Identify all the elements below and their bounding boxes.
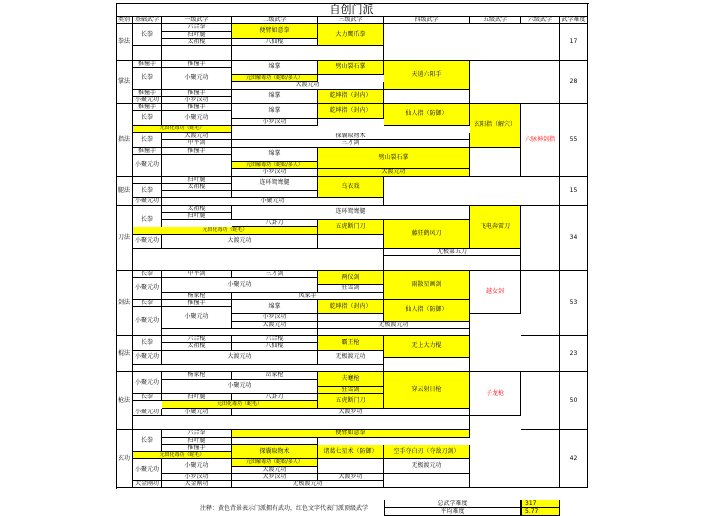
average-difficulty-value: 5.77	[521, 508, 560, 516]
skill-cell: 扫叶腿	[162, 213, 232, 220]
difficulty-value: 15	[560, 177, 588, 206]
skill-cell	[133, 249, 384, 271]
skill-cell: 绵掌	[232, 61, 318, 76]
skill-cell: 元田化毒功（蛇毛）	[133, 227, 318, 234]
category-label: 刀法	[116, 206, 133, 271]
skill-cell: 狂雪剑	[318, 387, 384, 394]
header-cell: 武学难度	[560, 17, 588, 24]
skill-cell: 无极渡元功	[384, 459, 470, 474]
header-cell: 一级武学	[162, 17, 232, 24]
skill-cell: 元田化毒功（蛇毛）	[162, 401, 318, 408]
skill-cell: 八卦刀	[232, 394, 318, 401]
skill-cell: 中平剑	[162, 140, 232, 147]
skill-cell: 小聚元功	[162, 198, 384, 205]
skill-cell: 大渡元功	[232, 467, 318, 474]
difficulty-value: 17	[560, 24, 588, 60]
difficulty-value: 53	[560, 271, 588, 336]
skill-cell	[133, 46, 162, 61]
skill-cell: 无极第五刀	[384, 249, 521, 256]
skill-cell	[133, 365, 384, 372]
skill-cell: 便臂如意拳	[232, 24, 318, 39]
skill-cell: 太祖棍	[162, 343, 232, 350]
skill-cell: 太祖棍	[162, 39, 232, 46]
skill-cell: 飞电奔雷刀	[470, 206, 521, 250]
skill-cell: 小聚元功	[133, 155, 162, 177]
skill-cell: 六脉神剑指	[521, 104, 560, 177]
category-label: 指法	[116, 104, 133, 177]
skill-cell: 扫叶腿	[162, 394, 232, 401]
skill-cell: 雨散星画剑	[384, 271, 470, 300]
skill-cell	[384, 256, 521, 271]
skill-cell	[232, 46, 384, 61]
skill-cell: 大力鹰爪拳	[318, 24, 384, 46]
skill-cell: 乾坤指（封内）	[318, 104, 384, 119]
skill-cell: 大渡元功	[232, 322, 318, 329]
skill-cell	[162, 329, 318, 336]
skill-cell: 玄阳指（解穴）	[470, 104, 521, 148]
skill-cell: 乾坤指（封内）	[318, 300, 384, 315]
skill-cell: 大渡罗功	[232, 409, 470, 416]
skill-cell: 小聚元功	[162, 111, 232, 126]
skill-cell: 扫叶腿	[162, 32, 232, 39]
skill-cell: 越女剑	[470, 271, 521, 315]
skill-cell: 天逍六阳手	[384, 61, 470, 90]
skill-cell: 长拳	[133, 300, 162, 307]
skill-cell: 无极渡元功	[232, 481, 384, 488]
skill-cell	[384, 24, 560, 60]
skill-cell: 小罗汉功	[162, 474, 232, 481]
skill-cell: 三才剑	[232, 271, 318, 278]
skill-cell: 小聚元功	[162, 459, 232, 474]
skill-cell: 凤家手	[232, 293, 384, 300]
skill-cell: 绵掌	[232, 300, 318, 315]
skill-cell: 小聚元功	[162, 409, 232, 416]
skill-cell	[384, 358, 470, 373]
header-cell: 五级武学	[470, 17, 521, 24]
skill-cell: 五虎断门刀	[318, 220, 384, 235]
skill-cell: 劈山裂石掌	[318, 61, 384, 76]
skill-cell: 三才剑	[232, 140, 470, 147]
skill-cell	[133, 416, 470, 431]
skill-cell: 长拳	[133, 206, 162, 235]
skill-cell: 扫叶腿	[162, 438, 232, 445]
skill-cell: 元田解毒功（蛇蚣/多人）	[232, 75, 318, 82]
category-label: 剑法	[116, 271, 133, 336]
skill-cell: 长拳	[133, 184, 162, 199]
difficulty-value: 28	[560, 61, 588, 105]
skill-cell	[521, 271, 560, 336]
skill-cell: 推撞手	[162, 90, 232, 97]
skill-cell	[470, 430, 560, 488]
skill-cell	[470, 336, 560, 372]
skill-cell	[232, 438, 318, 445]
skill-cell: 连环鸳鸯腿	[232, 206, 470, 221]
skill-cell: 大渡元功	[162, 133, 232, 140]
skill-cell: 探囊取物术	[232, 133, 470, 140]
skill-cell: 小聚元功	[162, 278, 318, 293]
skill-cell: 推撞手	[162, 61, 232, 68]
difficulty-value: 50	[560, 372, 588, 430]
skill-cell: 元田化毒功（蛇毛）	[133, 452, 232, 459]
skill-cell: 小聚元功	[133, 198, 162, 205]
skill-cell: 大渡元功	[232, 82, 384, 89]
skill-cell: 大金刚功	[162, 481, 232, 488]
skill-cell: 推撞手	[133, 104, 162, 111]
sheet-title: 自创门派	[116, 3, 588, 17]
skill-cell: 推撞手	[162, 445, 232, 452]
skill-cell: 长拳	[133, 24, 162, 46]
skill-cell: 藤狂鹤风刀	[384, 220, 470, 249]
skill-cell: 劈山裂石掌	[318, 148, 470, 170]
skill-cell: 便臂如意拳	[232, 430, 470, 437]
skill-cell: 长拳	[133, 271, 162, 278]
skill-cell	[232, 191, 318, 198]
skill-cell: 夫蹇枪	[318, 372, 384, 387]
skill-cell: 空手夺白刃（夺敌刀剑）	[384, 445, 470, 460]
skill-cell: 无极渡元功	[318, 322, 470, 329]
difficulty-value: 42	[560, 430, 588, 488]
total-difficulty-label: 总武学难度	[384, 500, 521, 508]
skill-cell: 两仪剑	[318, 271, 384, 286]
skill-cell: 子龙枪	[470, 372, 521, 416]
skill-cell: 大渡元功	[318, 169, 470, 176]
category-label: 玄功	[116, 430, 133, 488]
skill-cell: 大金刚功	[133, 481, 162, 488]
skill-cell	[133, 177, 162, 184]
category-label: 掌法	[116, 61, 133, 105]
skill-cell	[521, 372, 560, 430]
skill-cell: 六合拳	[162, 24, 232, 31]
skill-cell	[470, 148, 521, 177]
skill-cell	[521, 206, 560, 271]
skill-cell: 无极渡元功	[318, 351, 384, 366]
skill-cell: 杨家枪	[162, 293, 232, 300]
skill-cell	[318, 235, 384, 250]
skill-cell	[318, 329, 470, 336]
header-cell: 类别	[116, 17, 133, 24]
skill-cell: 杨家枪	[162, 372, 232, 379]
skill-cell	[470, 61, 560, 105]
skill-cell: 绵掌	[232, 104, 318, 119]
skill-cell: 小聚元功	[133, 307, 162, 336]
skill-cell: 长拳	[133, 133, 162, 148]
skill-cell: 小罗汉功	[232, 169, 318, 176]
skill-cell: 长拳	[133, 430, 162, 452]
skill-cell: 穿云射日枪	[384, 372, 470, 408]
skill-cell: 小罗汉功	[162, 97, 232, 104]
difficulty-value: 34	[560, 206, 588, 271]
skill-cell: 八卦刀	[232, 220, 318, 227]
category-label: 拳法	[116, 24, 133, 60]
skill-cell: 长拳	[133, 111, 162, 126]
skill-cell: 无上大力棍	[384, 336, 470, 358]
difficulty-value: 55	[560, 104, 588, 177]
skill-cell: 仙人指（防御）	[384, 300, 470, 322]
skill-cell: 小罗汉功	[232, 119, 318, 126]
skill-cell: 太祖棍	[162, 184, 232, 191]
skill-cell: 大渡元功	[162, 235, 318, 250]
header-cell: 二级武学	[232, 17, 318, 24]
skill-cell: 小聚元功	[133, 372, 162, 394]
skill-cell: 中平剑	[162, 271, 232, 278]
skill-cell: 推撞手	[162, 300, 232, 307]
skill-cell	[162, 46, 232, 61]
skill-cell: 元田解毒功（蛇蚣/多人）	[232, 162, 318, 169]
skill-cell: 太祖棍	[162, 206, 232, 213]
skill-cell: 小聚元功	[133, 459, 162, 481]
skill-cell: 探囊取物术	[232, 445, 318, 460]
skill-cell: 推撞手	[162, 104, 232, 111]
skill-cell: 推撞手	[133, 148, 162, 155]
skill-cell: 小聚元功	[162, 307, 232, 329]
skill-cell: 小聚元功	[162, 380, 318, 395]
skill-cell: 小聚元功	[133, 97, 162, 104]
header-cell: 四级武学	[384, 17, 470, 24]
skill-cell: 扫叶腿	[162, 177, 232, 184]
skill-cell: 绵掌	[232, 148, 318, 163]
average-difficulty-label: 平均难度	[384, 508, 521, 516]
skill-cell: 小聚元功	[133, 278, 162, 300]
skill-cell: 六合拳	[162, 430, 232, 437]
skill-cell: 霸王枪	[318, 336, 384, 351]
skill-cell: 元田解毒功（蛇蚣/多人）	[232, 459, 318, 466]
skill-cell	[318, 459, 384, 474]
skill-cell: 六合棍	[232, 336, 318, 343]
skill-cell: 长拳	[133, 394, 162, 401]
header-cell: 基础武学	[133, 17, 162, 24]
total-difficulty-value: 317	[521, 500, 560, 508]
skill-cell: 仙人指（防御）	[384, 104, 470, 126]
skill-cell: 推撞手	[133, 90, 162, 97]
skill-cell	[162, 191, 232, 198]
category-label: 枪法	[116, 372, 133, 430]
skill-cell: 绵掌	[232, 90, 318, 105]
skill-cell: 小聚元功	[162, 68, 232, 90]
skill-cell	[384, 177, 560, 206]
difficulty-value: 23	[560, 336, 588, 372]
skill-cell: 小聚元功	[133, 235, 162, 250]
skill-cell: 岳家枪	[232, 372, 318, 379]
skill-cell	[162, 155, 232, 177]
skill-cell: 大渡元功	[162, 351, 318, 366]
category-label: 棍法	[116, 336, 133, 372]
skill-cell: 诸葛七星术（防御）	[318, 445, 384, 460]
header-cell: 六级武学	[521, 17, 560, 24]
skill-cell: 长拳	[133, 336, 162, 351]
skill-cell: 大渡罗功	[318, 474, 384, 481]
skill-cell: 乾坤指（封内）	[318, 90, 384, 105]
skill-cell	[384, 474, 470, 489]
skill-cell: 大罗汉功	[232, 474, 318, 481]
skill-cell: 小罗汉功	[232, 314, 318, 321]
skill-cell: 长拳	[133, 68, 162, 90]
footnote: 注释：黄色背景表示门派拥有武功，红色文字代表门派顶级武学	[200, 505, 369, 513]
skill-cell: 小聚元功	[133, 409, 162, 416]
skill-cell: 推撞手	[133, 61, 162, 68]
skill-cell: 小聚元功	[133, 351, 162, 366]
skill-cell	[384, 90, 470, 105]
header-cell: 三级武学	[318, 17, 384, 24]
skill-cell: 狂雪剑	[318, 285, 384, 292]
skill-cell: 连环鸳鸯腿	[232, 177, 318, 192]
category-label: 腿法	[116, 177, 133, 206]
skill-cell: 乌衣戏	[318, 177, 384, 199]
skill-cell	[318, 314, 384, 321]
skill-cell: 八仙棍	[232, 39, 318, 46]
skill-cell: 八仙棍	[232, 343, 318, 350]
skill-cell: 六合棍	[162, 336, 232, 343]
skill-cell: 五虎断门刀	[318, 394, 384, 409]
skill-cell: 推撞手	[162, 148, 232, 155]
skill-cell: 元田化毒功（蛇毛）	[133, 126, 232, 133]
